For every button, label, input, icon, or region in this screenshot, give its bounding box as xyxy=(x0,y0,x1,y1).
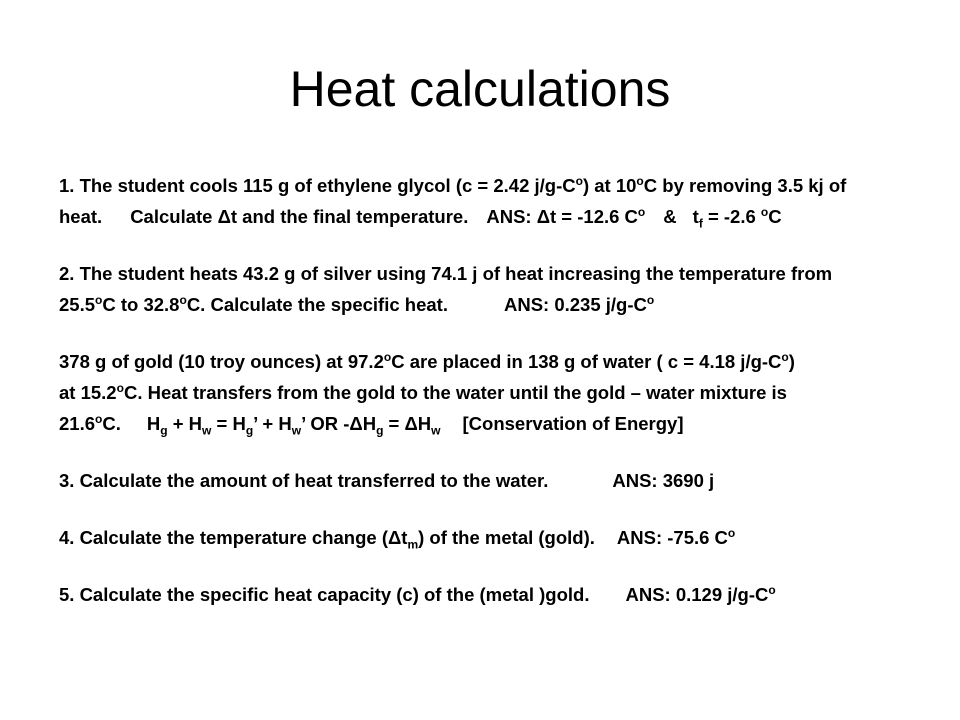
q5-text: 5. Calculate the specific heat capacity (c) of the (metal )gold. xyxy=(59,584,590,605)
q4-text-a: 4. Calculate the temperature change (Δt xyxy=(59,527,408,548)
setup-text-a: 378 g of gold (10 troy ounces) at 97.2 xyxy=(59,351,384,372)
setup-text-f: 21.6 xyxy=(59,413,96,434)
p1-answer: ANS: Δt = -12.6 C xyxy=(486,206,638,227)
p2-text-c: C to 32.8 xyxy=(102,294,180,315)
p2-answer: ANS: 0.235 j/g-C xyxy=(503,294,647,315)
eq-delta-hw-sub: w xyxy=(431,423,441,438)
p1-degree-a: o xyxy=(575,173,583,188)
slide-title: Heat calculations xyxy=(289,61,671,117)
eq-hw-sub: w xyxy=(202,423,212,438)
eq-hw-prime-sub: w xyxy=(291,423,302,438)
p2-answer-degree: o xyxy=(646,292,655,307)
setup-degree-b: o xyxy=(781,349,789,364)
p1-tf-unit: C xyxy=(768,206,782,227)
setup-text-b: C are placed in 138 g of water ( c = 4.18 j/g-C xyxy=(391,351,782,372)
p1-tf-degree: o xyxy=(760,204,769,219)
p1-text-e: Calculate Δt and the final temperature. xyxy=(130,206,469,227)
q5-answer: ANS: 0.129 j/g-C xyxy=(625,584,769,605)
p1-text-c: C by removing 3.5 kj of xyxy=(643,175,847,196)
setup-text-c: ) xyxy=(788,351,795,372)
eq-hw-prime: ’ + H xyxy=(253,413,292,434)
p1-tf-sub: f xyxy=(698,216,703,231)
problem-1-line-1 xyxy=(59,170,919,201)
p1-tf-value: = -2.6 xyxy=(702,206,761,227)
p1-degree-b: o xyxy=(636,173,644,188)
p1-text-d: heat. xyxy=(59,206,103,227)
setup-text-e: C. Heat transfers from the gold to the water until the gold – water mixture is xyxy=(123,382,787,403)
q4-answer: ANS: -75.6 C xyxy=(616,527,728,548)
p2-degree-c: o xyxy=(179,292,187,307)
setup-degree-f: o xyxy=(95,411,103,426)
p2-degree-b: o xyxy=(95,292,103,307)
slide-body xyxy=(59,170,919,610)
question-5 xyxy=(59,579,919,610)
setup-line-2 xyxy=(59,377,919,408)
p1-answer-degree: o xyxy=(637,204,646,219)
q4-sub: m xyxy=(407,537,419,552)
p2-text-d: C. Calculate the specific heat. xyxy=(186,294,448,315)
setup-degree-a: o xyxy=(383,349,392,364)
p1-text-a: 1. The student cools 115 g of ethylene glycol (c = 2.42 j/g-C xyxy=(59,175,576,196)
eq-hg: H xyxy=(146,413,161,434)
q3-text: 3. Calculate the amount of heat transferred to the water. xyxy=(59,470,549,491)
problem-1-line-2 xyxy=(59,201,919,232)
eq-hg-prime-sub: g xyxy=(245,423,254,438)
setup-line-1 xyxy=(59,346,919,377)
q4-answer-degree: o xyxy=(727,525,736,540)
question-4 xyxy=(59,522,919,553)
q4-text-b: ) of the metal (gold). xyxy=(418,527,595,548)
p1-text-b: ) at 10 xyxy=(582,175,637,196)
q5-answer-degree: o xyxy=(768,582,776,597)
q3-answer: ANS: 3690 j xyxy=(612,470,715,491)
eq-hg-sub: g xyxy=(160,423,168,438)
setup-degree-d: o xyxy=(116,380,124,395)
p1-ampersand: & xyxy=(663,206,677,227)
eq-delta-hw: = ΔH xyxy=(383,413,432,434)
problem-2-line-2 xyxy=(59,289,919,320)
eq-delta-hg: ’ OR -ΔH xyxy=(301,413,377,434)
eq-hw: + H xyxy=(167,413,203,434)
setup-line-3 xyxy=(59,408,919,439)
problem-2-line-1: 2. The student heats 43.2 g of silver using 74.1 j of heat increasing the temperature from xyxy=(59,263,833,284)
setup-text-d: at 15.2 xyxy=(59,382,117,403)
eq-delta-hg-sub: g xyxy=(376,423,384,438)
p1-tf: t xyxy=(692,206,699,227)
setup-text-g: C. xyxy=(102,413,121,434)
question-3 xyxy=(59,465,919,496)
p2-text-b: 25.5 xyxy=(59,294,96,315)
eq-hg-prime: = H xyxy=(211,413,246,434)
eq-conservation-label: [Conservation of Energy] xyxy=(462,413,684,434)
